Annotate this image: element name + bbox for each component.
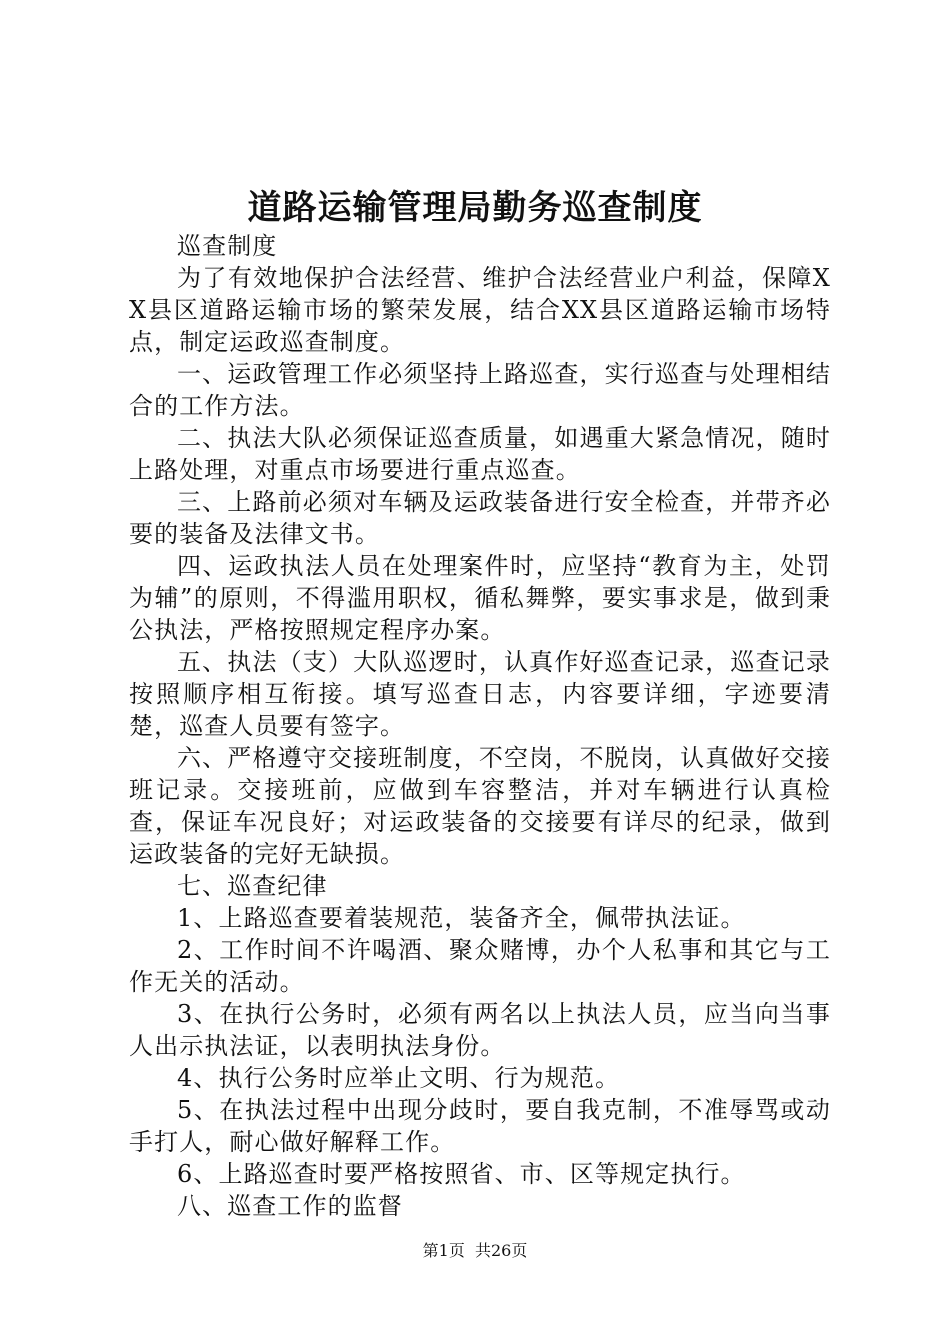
paragraph: 四、运政执法人员在处理案件时，应坚持“教育为主，处罚为辅”的原则，不得滥用职权，循私舞弊，要实事求是，做到秉公执法，严格按照规定程序办案。 [129,552,831,644]
paragraph: 七、巡查纪律 [177,872,328,900]
paragraph: 一、运政管理工作必须坚持上路巡查，实行巡查与处理相结合的工作方法。 [129,360,831,420]
paragraph: 4、执行公务时应举止文明、行为规范。 [177,1064,621,1092]
document-title: 道路运输管理局勤务巡查制度 [247,188,703,228]
paragraph: 巡查制度 [177,232,278,260]
paragraph: 八、巡查工作的监督 [177,1192,403,1220]
document-body [129,230,831,1222]
paragraph: 6、上路巡查时要严格按照省、市、区等规定执行。 [177,1160,746,1188]
paragraph: 三、上路前必须对车辆及运政装备进行安全检查，并带齐必要的装备及法律文书。 [129,488,831,548]
paragraph: 为了有效地保护合法经营、维护合法经营业户利益，保障XX县区道路运输市场的繁荣发展，结合XX县区道路运输市场特点，制定运政巡查制度。 [129,264,831,356]
page-footer [0,1240,950,1262]
paragraph: 5、在执法过程中出现分歧时，要自我克制，不准辱骂或动手打人，耐心做好解释工作。 [129,1096,831,1156]
paragraph: 3、在执行公务时，必须有两名以上执法人员，应当向当事人出示执法证，以表明执法身份。 [129,1000,831,1060]
paragraph: 1、上路巡查要着装规范，装备齐全，佩带执法证。 [177,904,746,932]
paragraph: 五、执法（支）大队巡逻时，认真作好巡查记录，巡查记录按照顺序相互衔接。填写巡查日志，内容要详细，字迹要清楚，巡查人员要有签字。 [129,648,831,740]
paragraph: 六、严格遵守交接班制度，不空岗，不脱岗，认真做好交接班记录。交接班前，应做到车容整洁，并对车辆进行认真检查，保证车况良好；对运政装备的交接要有详尽的纪录，做到运政装备的完好无缺损。 [129,744,831,868]
paragraph: 2、工作时间不许喝酒、聚众赌博，办个人私事和其它与工作无关的活动。 [129,936,831,996]
page-number-label: 第1页 共26页 [422,1241,528,1260]
paragraph: 二、执法大队必须保证巡查质量，如遇重大紧急情况，随时上路处理，对重点市场要进行重点巡查。 [129,424,831,484]
